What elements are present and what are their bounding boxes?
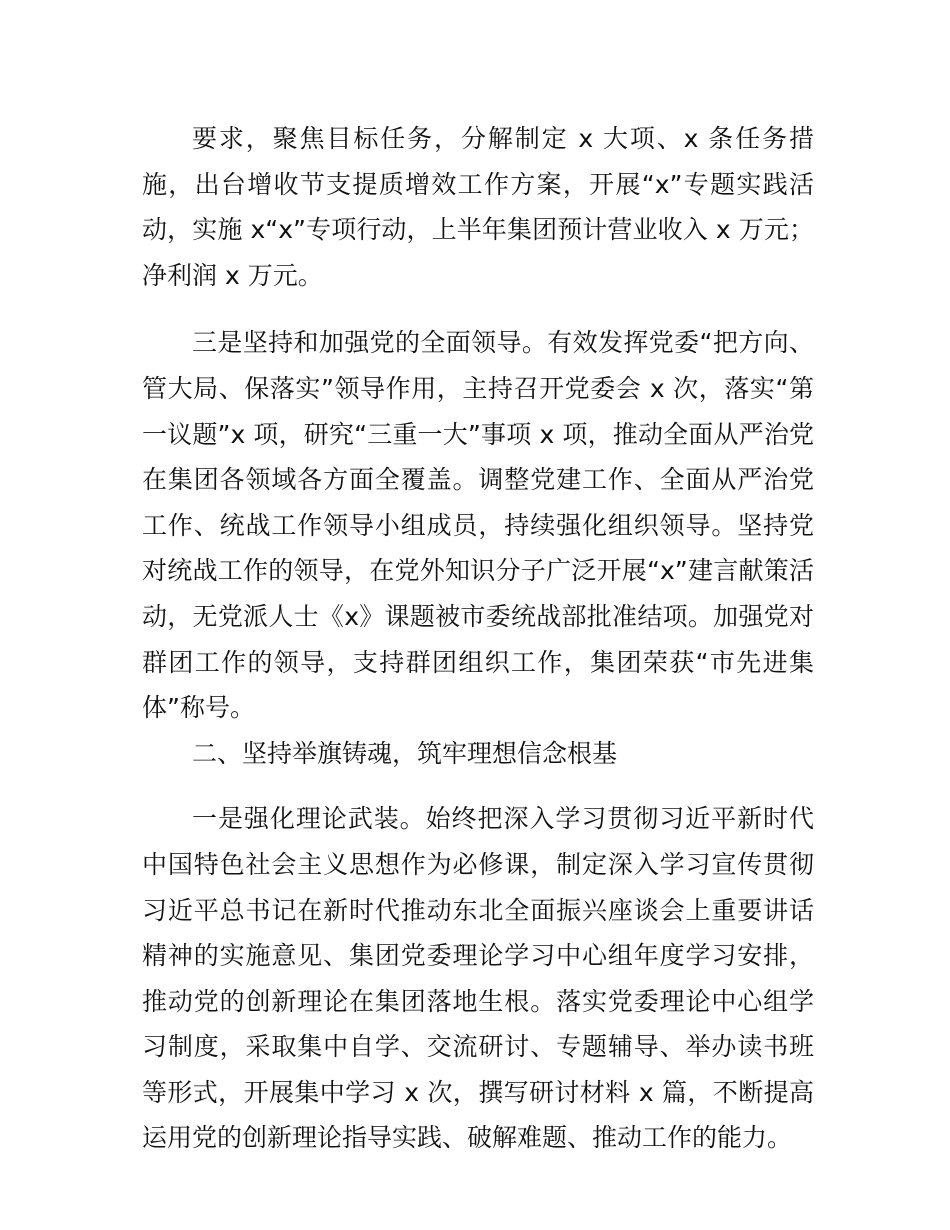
document-page bbox=[142, 116, 814, 1161]
section-heading: 二、坚持举旗铸魂，筑牢理想信念根基 bbox=[192, 738, 618, 768]
paragraph-party-leadership: 三是坚持和加强党的全面领导。有效发挥党委“把方向、管大局、保落实”领导作用，主持召开党委会 x 次，落实“第一议题”x 项，研究“三重一大”事项 x 项，推动全面从严治党在集团各领域各方面全覆盖。调整党建工作、全面从严治党工作、统战工作领导小组成员，持续强化组织领导。坚持党对统战工作的领导，在党外知识分子广泛开展“x”建言献策活动，无党派人士《x》课题被市委统战部批准结项。加强党对群团工作的领导，支持群团组织工作，集团荣获“市先进集体”称号。 bbox=[142, 328, 814, 723]
paragraph-theory-study: 一是强化理论武装。始终把深入学习贯彻习近平新时代中国特色社会主义思想作为必修课，制定深入学习宣传贯彻习近平总书记在新时代推动东北全面振兴座谈会上重要讲话精神的实施意见、集团党委理论学习中心组年度学习安排，推动党的创新理论在集团落地生根。落实党委理论中心组学习制度，采取集中自学、交流研讨、专题辅导、举办读书班等形式，开展集中学习 x 次，撰写研讨材料 x 篇，不断提高运用党的创新理论指导实践、破解难题、推动工作的能力。 bbox=[142, 804, 814, 1153]
paragraph-task-measures: 要求，聚焦目标任务，分解制定 x 大项、x 条任务措施，出台增收节支提质增效工作方案，开展“x”专题实践活动，实施 x“x”专项行动，上半年集团预计营业收入 x 万元；净利润 x 万元。 bbox=[142, 124, 814, 290]
